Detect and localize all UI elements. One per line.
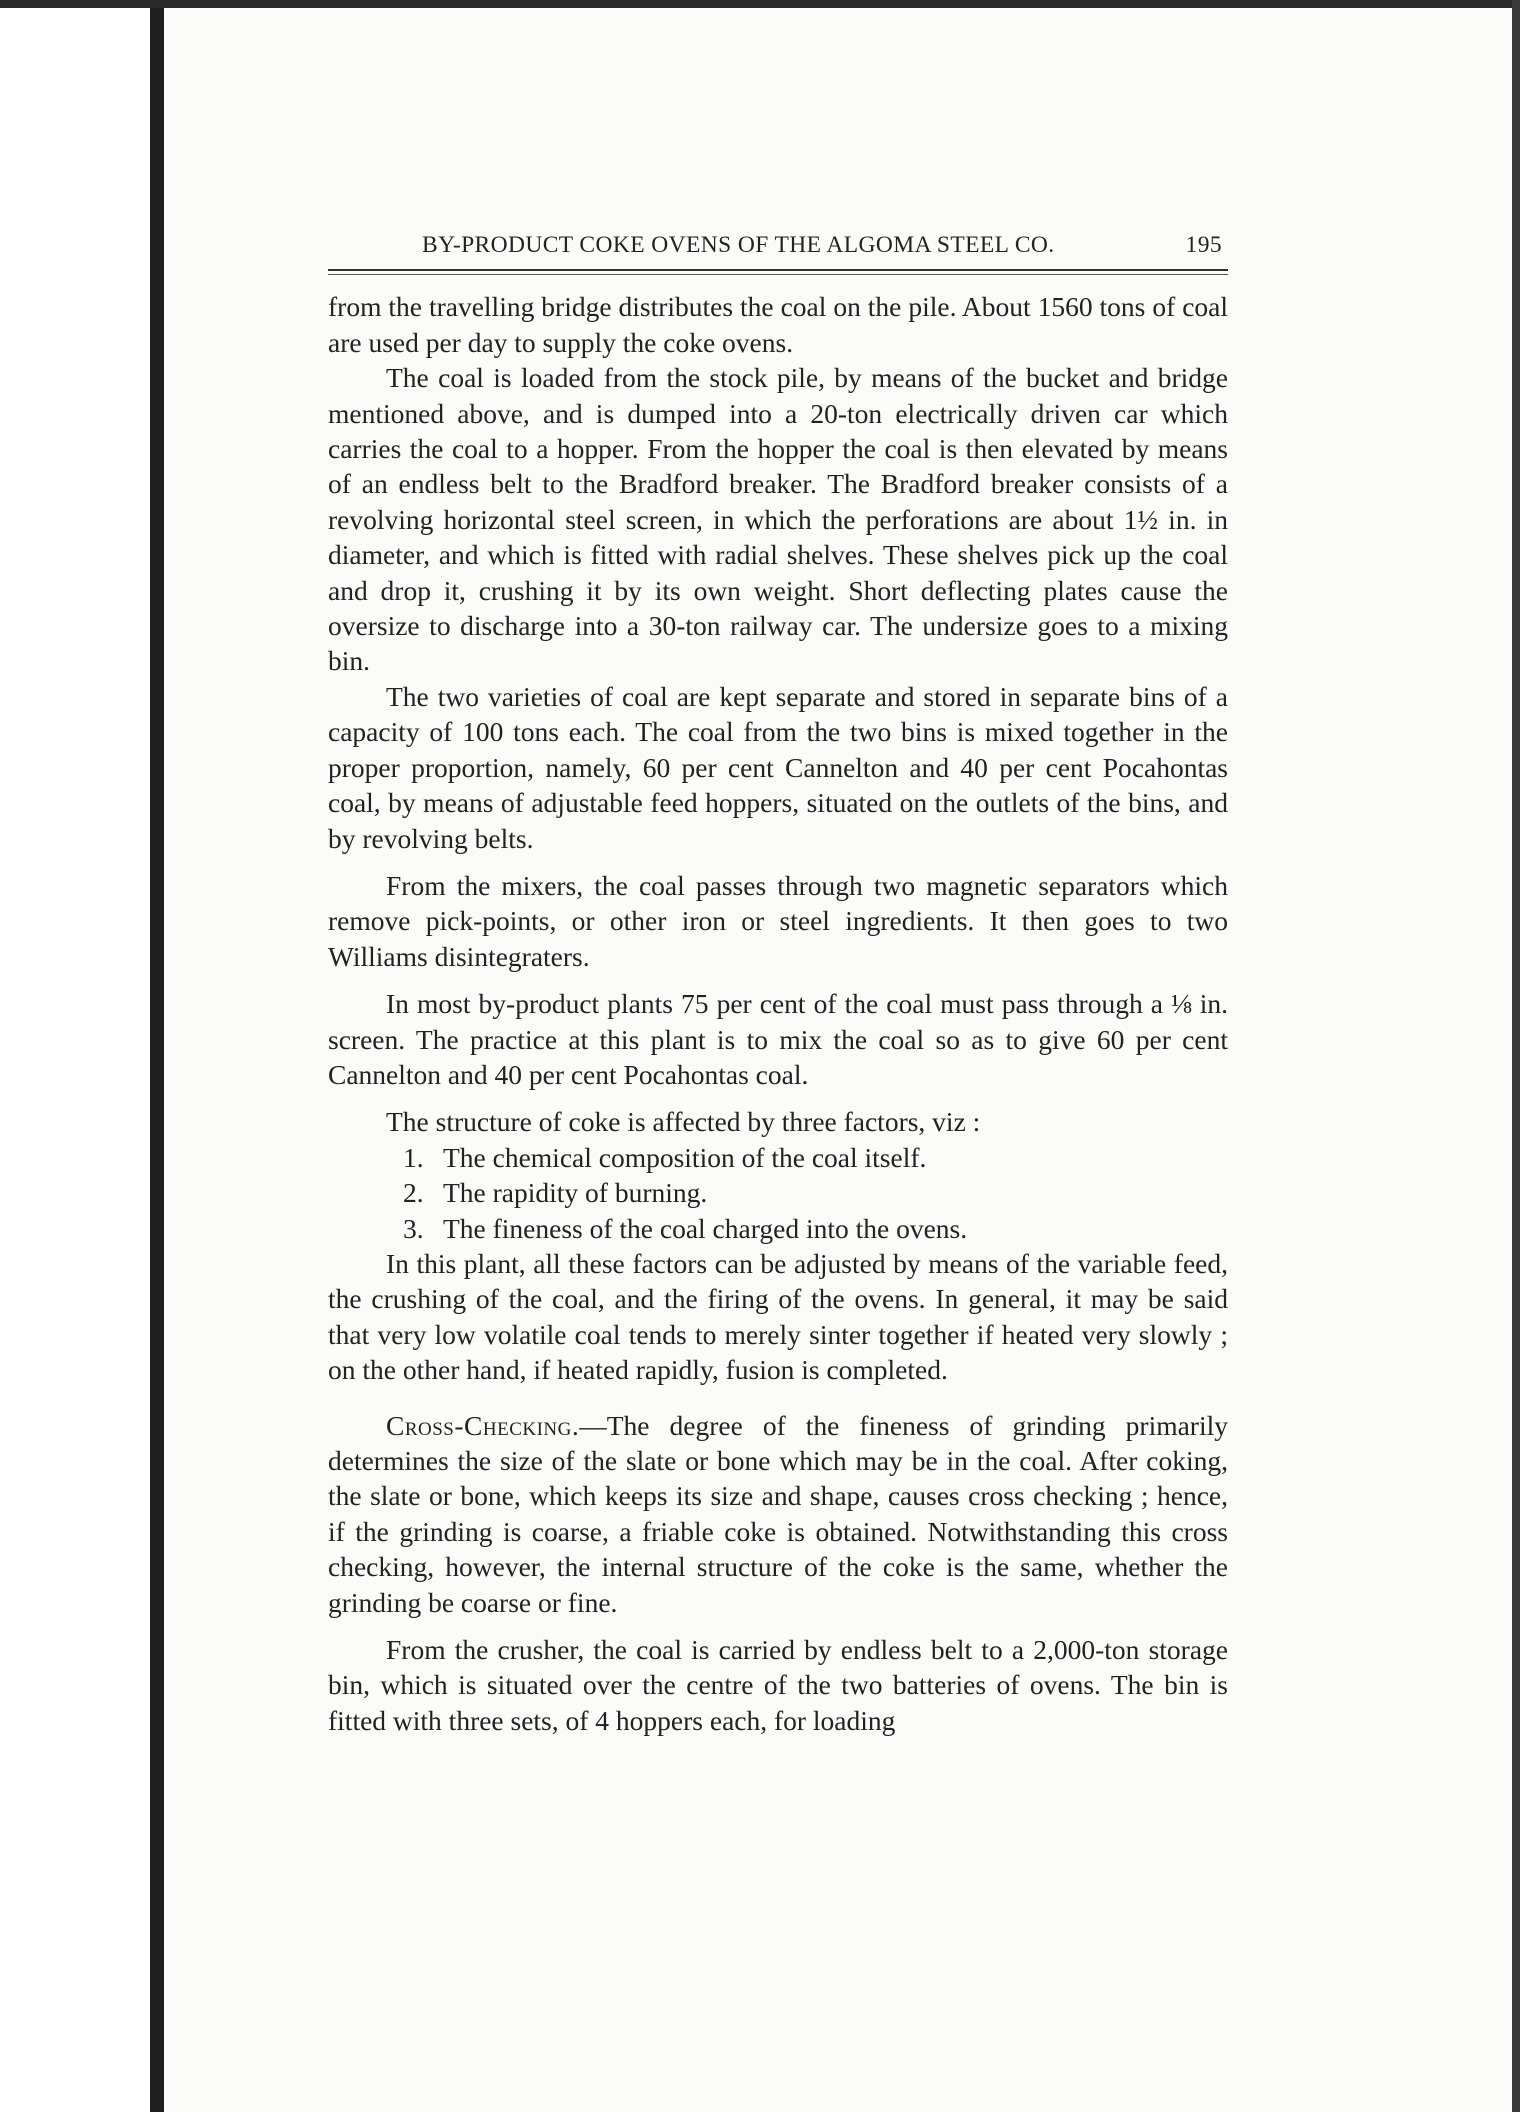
paragraph-3: The two varieties of coal are kept separate and stored in separate bins of a capacity of 100 tons each. The coal from the two bins is mixed together in the proper proportion, namely, 60 per cent Cannelton and 40 per cent Pocahontas coal, by means of adjustable feed hoppers, situated on the outlets of the bins, and by revolving belts. <box>328 680 1228 854</box>
paragraph-2: The coal is loaded from the stock pile, by means of the bucket and bridge mentioned above, and is dumped into a 20-ton electrically driven car which carries the coal to a hopper. From the hopper the coal is then elevated by means of an endless belt to the Bradford breaker. The Bradford breaker consists of a revolving horizontal steel screen, in which the perforations are about 1½ in. in diameter, and which is fitted with radial shelves. These shelves pick up the coal and drop it, crushing it by its own weight. Short deflecting plates cause the oversize to discharge into a 30-ton railway car. The undersize goes to a mixing bin. <box>328 362 1228 677</box>
page-content <box>328 228 1228 1738</box>
page-number: 195 <box>1185 232 1222 258</box>
section-heading: Cross-Checking. <box>386 1409 580 1441</box>
list-item <box>403 1140 1228 1175</box>
running-head <box>328 228 1228 269</box>
scan-right-edge <box>1512 0 1520 2112</box>
paragraph-6: The structure of coke is affected by three factors, viz : <box>386 1106 981 1138</box>
book-spine <box>150 8 164 2112</box>
paragraph-5: In most by-product plants 75 per cent of the coal must pass through a ⅛ in. screen. The practice at this plant is to mix the coal so as to give 60 per cent Cannelton and 40 per cent Pocahontas coal. <box>328 988 1228 1090</box>
paragraph-1: from the travelling bridge distributes the coal on the pile. About 1560 tons of coal are used per day to supply the coke ovens. <box>328 291 1228 358</box>
paragraph-9: From the crusher, the coal is carried by endless belt to a 2,000-ton storage bin, which is situated over the centre of the two batteries of ovens. The bin is fitted with three sets, of 4 hoppers each, for loading <box>328 1634 1228 1736</box>
header-rule <box>328 269 1228 275</box>
list-item-number: 2. <box>403 1177 424 1209</box>
list-item <box>403 1211 1228 1246</box>
list-item-text: The chemical composition of the coal itself. <box>443 1141 927 1173</box>
paragraph-4: From the mixers, the coal passes through two magnetic separators which remove pick-points, or other iron or steel ingredients. It then goes to two Williams disintegraters. <box>328 869 1228 972</box>
list-item <box>403 1175 1228 1210</box>
scan-top-edge <box>0 0 1520 8</box>
factors-list <box>328 1140 1228 1246</box>
paragraph-7: In this plant, all these factors can be adjusted by means of the variable feed, the crushing of the coal, and the firing of the ovens. In general, it may be said that very low volatile coal tends to merely sinter together if heated very slowly ; on the other hand, if heated rapidly, fusion is completed. <box>328 1247 1228 1386</box>
list-item-text: The rapidity of burning. <box>443 1177 708 1209</box>
running-head-title: BY-PRODUCT COKE OVENS OF THE ALGOMA STEEL CO. <box>422 232 1055 258</box>
paragraph-8 <box>328 1408 1228 1620</box>
paragraph-8-text: —The degree of the fineness of grinding primarily determines the size of the slate or bone which may be in the coal. After coking, the slate or bone, which keeps its size and shape, causes cross checking ; hence, if the grinding is coarse, a friable coke is obtained. Notwithstanding this cross checking, however, the internal structure of the coke is the same, whether the grinding be coarse or fine. <box>328 1409 1228 1618</box>
list-item-number: 1. <box>403 1141 424 1173</box>
list-item-text: The fineness of the coal charged into the ovens. <box>443 1212 968 1244</box>
list-item-number: 3. <box>403 1212 424 1244</box>
